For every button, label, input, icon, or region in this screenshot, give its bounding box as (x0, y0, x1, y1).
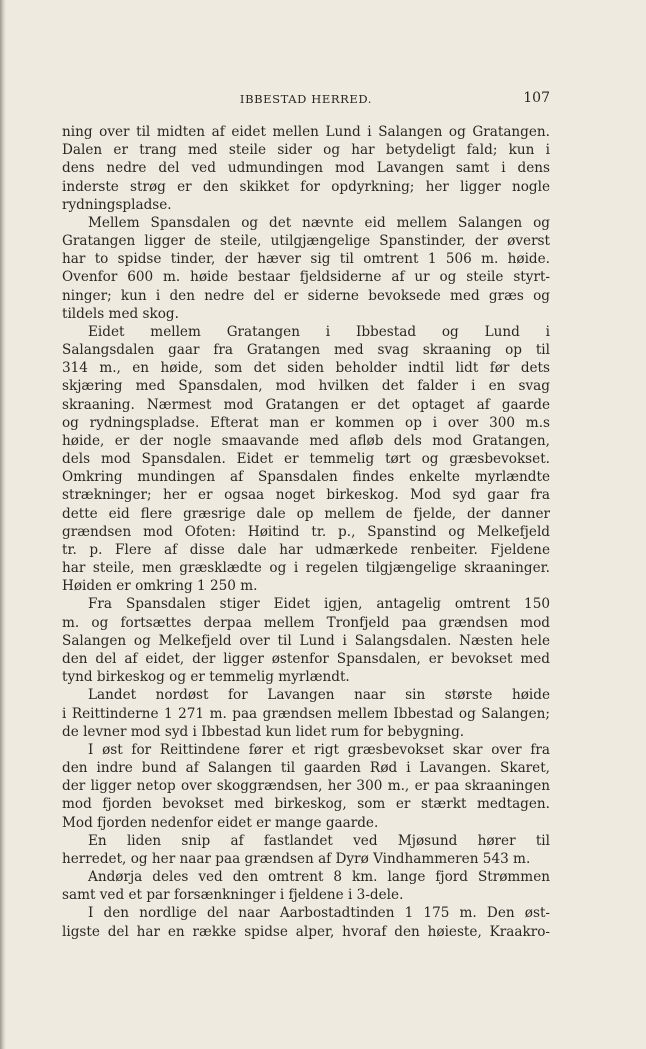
text-line: Salangsdalen gaar fra Gratangen med svag skraaning op til (62, 342, 550, 359)
running-header (62, 90, 550, 108)
text-line: inderste strøg er den skikket for opdyrkning; her ligger nogle (62, 178, 550, 195)
text-line: der ligger netop over skoggrændsen, her 300 m., er paa skraaningen (62, 778, 550, 795)
text-line: har to spidse tinder, der hæver sig til omtrent 1 506 m. høide. (62, 251, 550, 268)
text-line: Omkring mundingen af Spansdalen findes enkelte myrlændte (62, 469, 550, 486)
text-line: har steile, men græsklædte og i regelen tilgjængelige skraaninger. (62, 560, 550, 577)
text-line: I den nordlige del naar Aarbostadtinden 1 175 m. Den øst- (88, 905, 550, 922)
text-line: Salangen og Melkefjeld over til Lund i Salangsdalen. Næsten hele (62, 632, 550, 649)
text-line: og rydningspladse. Efterat man er kommen op i over 300 m.s (62, 414, 550, 431)
text-line: tildels med skog. (62, 305, 179, 322)
text-line: strækninger; her er ogsaa noget birkeskog. Mod syd gaar fra (62, 487, 550, 504)
text-line: den indre bund af Salangen til gaarden Rød i Lavangen. Skaret, (62, 760, 550, 777)
page-binding-edge (0, 0, 6, 1049)
text-line: Gratangen ligger de steile, utilgjængelige Spanstinder, der øverst (62, 233, 550, 250)
text-line: rydningspladse. (62, 196, 172, 213)
text-line: 314 m., en høide, som det siden beholder indtil lidt før dets (62, 360, 550, 377)
text-line: m. og fortsættes derpaa mellem Tronfjeld paa grændsen mod (62, 614, 550, 631)
text-line: Eidet mellem Gratangen i Ibbestad og Lund i (88, 323, 550, 340)
text-line: I øst for Reittindene fører et rigt græsbevokset skar over fra (88, 741, 550, 758)
text-line: Dalen er trang med steile sider og har betydeligt fald; kun i (62, 142, 550, 159)
text-line: Mod fjorden nedenfor eidet er mange gaarde. (62, 814, 379, 831)
text-line: i Reittinderne 1 271 m. paa grændsen mellem Ibbestad og Salangen; (62, 705, 550, 722)
text-line: Høiden er omkring 1 250 m. (62, 578, 258, 595)
text-line: skjæring med Spansdalen, mod hvilken det falder i en svag (62, 378, 550, 395)
text-line: Fra Spansdalen stiger Eidet igjen, antagelig omtrent 150 (88, 596, 550, 613)
text-line: den del af eidet, der ligger østenfor Spansdalen, er bevokset med (62, 650, 550, 667)
text-line: dens nedre del ved udmundingen mod Lavangen samt i dens (62, 160, 550, 177)
text-line: Mellem Spansdalen og det nævnte eid mellem Salangen og (88, 214, 550, 231)
text-line: dels mod Spansdalen. Eidet er temmelig tørt og græsbevokset. (62, 451, 550, 468)
text-line: mod fjorden bevokset med birkeskog, som er stærkt medtagen. (62, 796, 550, 813)
text-line: herredet, og her naar paa grændsen af Dyrø Vindhammeren 543 m. (62, 850, 531, 867)
text-line: ning over til midten af eidet mellen Lund i Salangen og Gratangen. (62, 124, 550, 140)
text-line: ligste del har en række spidse alper, hvoraf den høieste, Kraakro- (62, 923, 550, 940)
text-line: samt ved et par forsænkninger i fjeldene i 3-dele. (62, 887, 404, 904)
running-title: IBBESTAD HERRED. (239, 92, 373, 106)
text-line: Andørja deles ved den omtrent 8 km. lange fjord Strømmen (88, 869, 550, 886)
body-text (62, 123, 550, 941)
page-number: 107 (523, 90, 550, 106)
text-line: høide, er der nogle smaavande med afløb dels mod Gratangen, (62, 432, 550, 449)
text-line: tr. p. Flere af disse dale har udmærkede renbeiter. Fjeldene (62, 541, 550, 558)
text-line: de levner mod syd i Ibbestad kun lidet rum for bebygning. (62, 723, 465, 740)
text-line: ninger; kun i den nedre del er siderne bevoksede med græs og (62, 287, 550, 304)
text-line: En liden snip af fastlandet ved Mjøsund hører til (88, 832, 550, 849)
text-line: grændsen mod Ofoten: Høitind tr. p., Spanstind og Melkefjeld (62, 523, 550, 540)
text-line: tynd birkeskog og er temmelig myrlændt. (62, 669, 350, 686)
text-line: dette eid flere græsrige dale op mellem de fjelde, der danner (62, 505, 550, 522)
text-line: skraaning. Nærmest mod Gratangen er det optaget af gaarde (62, 396, 550, 413)
text-line: Ovenfor 600 m. høide bestaar fjeldsiderne af ur og steile styrt- (62, 269, 550, 286)
text-line: Landet nordøst for Lavangen naar sin største høide (88, 687, 550, 704)
